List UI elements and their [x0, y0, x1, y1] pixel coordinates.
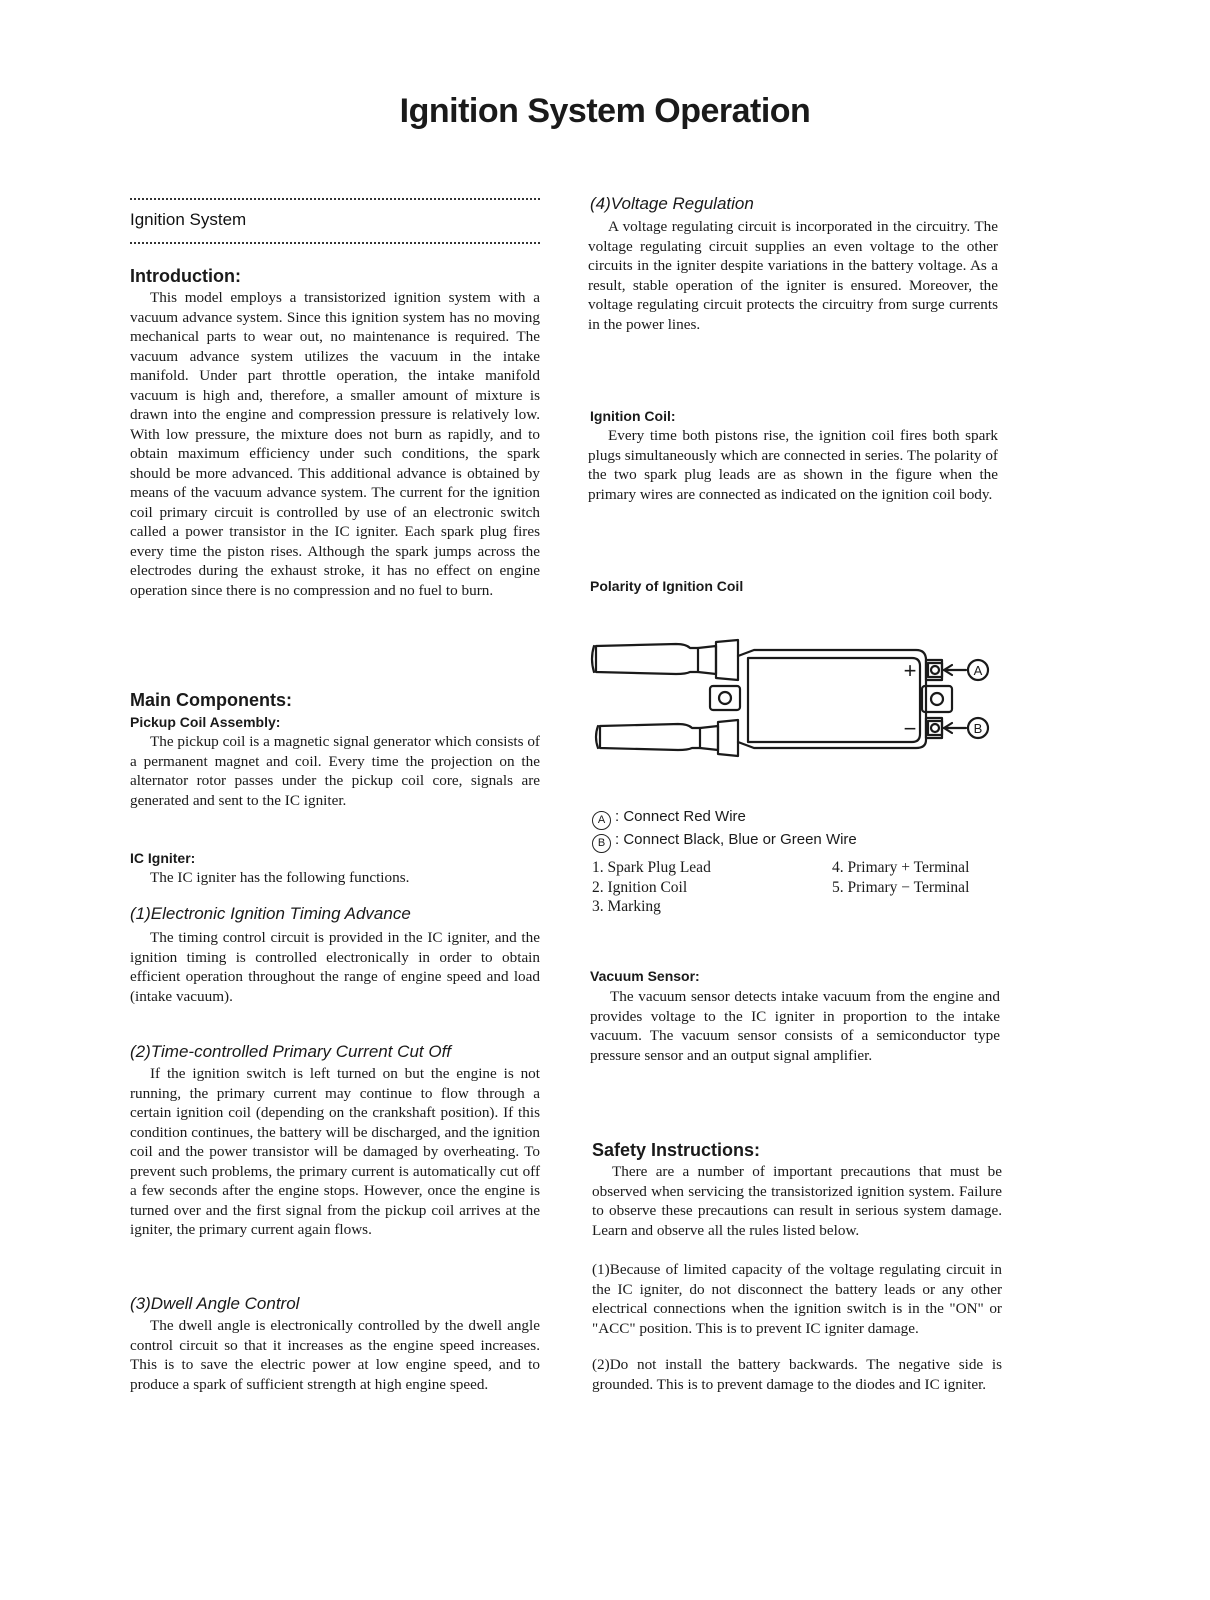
- coil-body: [738, 650, 926, 748]
- vacuum-sensor-heading: Vacuum Sensor:: [590, 968, 700, 984]
- func1-body: The timing control circuit is provided in the IC igniter, and the ignition timing is controlled electronically in order to obtain efficient operation throughout the range of engine speed and load (intake vacuum).: [130, 929, 540, 1005]
- part-1: 1. Spark Plug Lead: [592, 859, 711, 876]
- legend-a-text: : Connect Red Wire: [615, 808, 746, 825]
- safety-item-1: (1)Because of limited capacity of the voltage regulating circuit in the IC igniter, do not disconnect the battery leads or any other electrical connections when the ignition switch is in the "ON" or "ACC" position. This is to prevent IC igniter damage.: [592, 1261, 1002, 1337]
- part-2: 2. Ignition Coil: [592, 878, 688, 896]
- part-3: 3. Marking: [592, 898, 661, 915]
- func4-body: A voltage regulating circuit is incorporated in the circuitry. The voltage regulating circuit supplies an even voltage to the other circuits in the igniter despite variations in the battery voltage. As a result, stable operation of the igniter is ensured. Moreover, the voltage regulating circuit protects the circuitry from surge currents in the power lines.: [588, 218, 998, 333]
- func3-heading: (3)Dwell Angle Control: [130, 1294, 300, 1313]
- dotted-divider-bottom: [130, 242, 540, 244]
- safety-item-2: (2)Do not install the battery backwards. The negative side is grounded. This is to prevent damage to the diodes and IC igniter.: [592, 1356, 1002, 1393]
- part-4: 4. Primary + Terminal: [832, 859, 970, 876]
- introduction-body: This model employs a transistorized ignition system with a vacuum advance system. Since this ignition system has no moving mechanical parts to wear out, no maintenance is required. The vacuum advance system utilizes the vacuum in the intake manifold. Under part throttle operation, the intake manifold vacuum is high and, therefore, a smaller amount of mixture is drawn into the engine and compression pressure is relatively low. With low pressure, the mixture does not burn as rapidly, and to obtain maximum efficiency under such conditions, the spark should be more advanced. This additional advance is obtained by means of the vacuum advance system. The current for the ignition coil primary circuit is controlled by use of an electronic switch called a power transistor in the IC igniter. Each spark plug fires every time the piston rises. Although the spark jumps across the electrodes during the exhaust stroke, it has no effect on engine operation since there is no compression and no fuel to burn.: [130, 289, 540, 599]
- parts-list-right: [832, 858, 969, 897]
- func3-body: The dwell angle is electronically controlled by the dwell angle control circuit so that it increases as the engine speed increases. This is to save the electric power at low engine speed, and to produce a spark of sufficient strength at high engine speed.: [130, 1317, 540, 1393]
- introduction-heading: Introduction:: [130, 266, 241, 286]
- pickup-coil-body: The pickup coil is a magnetic signal generator which consists of a permanent magnet and coil. Every time the projection on the alternator rotor passes under the pickup coil core, signals are generated and sent to the IC igniter.: [130, 733, 540, 809]
- func4-heading: (4)Voltage Regulation: [590, 194, 754, 213]
- ignition-coil-body: Every time both pistons rise, the ignition coil fires both spark plugs simultaneously which are connected in series. The polarity of the two spark plug leads are as shown in the figure when the primary wires are connected as indicated on the ignition coil body.: [588, 427, 998, 503]
- spark-plug-lead-upper: [596, 644, 698, 674]
- func1-heading: (1)Electronic Ignition Timing Advance: [130, 904, 411, 923]
- marker-b-label: B: [973, 721, 983, 736]
- legend-b-text: : Connect Black, Blue or Green Wire: [615, 831, 857, 848]
- func2-body: If the ignition switch is left turned on but the engine is not running, the primary current may continue to flow through a certain ignition coil (depending on the crankshaft position). If this condition continues, the battery will be discharged, and the ignition coil and the power transistor will be damaged by overheating. To prevent such problems, the primary current is automatically cut off a few seconds after the engine stops. However, once the engine is turned over and the first signal from the pickup coil arrives at the igniter, the primary current again flows.: [130, 1065, 540, 1238]
- marker-a-label: A: [973, 663, 983, 678]
- section-label: Ignition System: [130, 210, 247, 229]
- ic-igniter-body: The IC igniter has the following functions.: [150, 869, 410, 886]
- legend-a-marker: A: [592, 811, 611, 830]
- spark-plug-lead-lower: [600, 724, 700, 750]
- safety-heading: Safety Instructions:: [592, 1140, 761, 1160]
- main-components-heading: Main Components:: [130, 690, 292, 710]
- legend-b: [592, 829, 857, 853]
- figure-caption: Polarity of Ignition Coil: [590, 578, 744, 594]
- legend-b-marker: B: [592, 834, 611, 853]
- minus-sign: −: [903, 716, 917, 741]
- mounting-tab-left: [710, 686, 740, 710]
- ic-igniter-heading: IC Igniter:: [130, 850, 196, 866]
- safety-intro: There are a number of important precautions that must be observed when servicing the transistorized ignition system. Failure to observe these precautions can result in serious system damage. Learn and observe all the rules listed below.: [592, 1163, 1002, 1239]
- pickup-coil-heading: Pickup Coil Assembly:: [130, 714, 281, 730]
- part-5: 5. Primary − Terminal: [832, 878, 970, 896]
- vacuum-sensor-body: The vacuum sensor detects intake vacuum from the engine and provides voltage to the IC igniter in proportion to the intake vacuum. The vacuum sensor consists of a semiconductor type pressure sensor and an output signal amplifier.: [590, 988, 1000, 1064]
- legend-a: [592, 806, 746, 830]
- dotted-divider-top: [130, 198, 540, 200]
- ignition-coil-heading: Ignition Coil:: [590, 408, 676, 424]
- parts-list-left: [592, 858, 711, 917]
- page-title: Ignition System Operation: [399, 92, 811, 130]
- plus-sign: +: [903, 658, 917, 683]
- ignition-coil-diagram: [586, 628, 1006, 758]
- func2-heading: (2)Time-controlled Primary Current Cut Off: [130, 1042, 452, 1061]
